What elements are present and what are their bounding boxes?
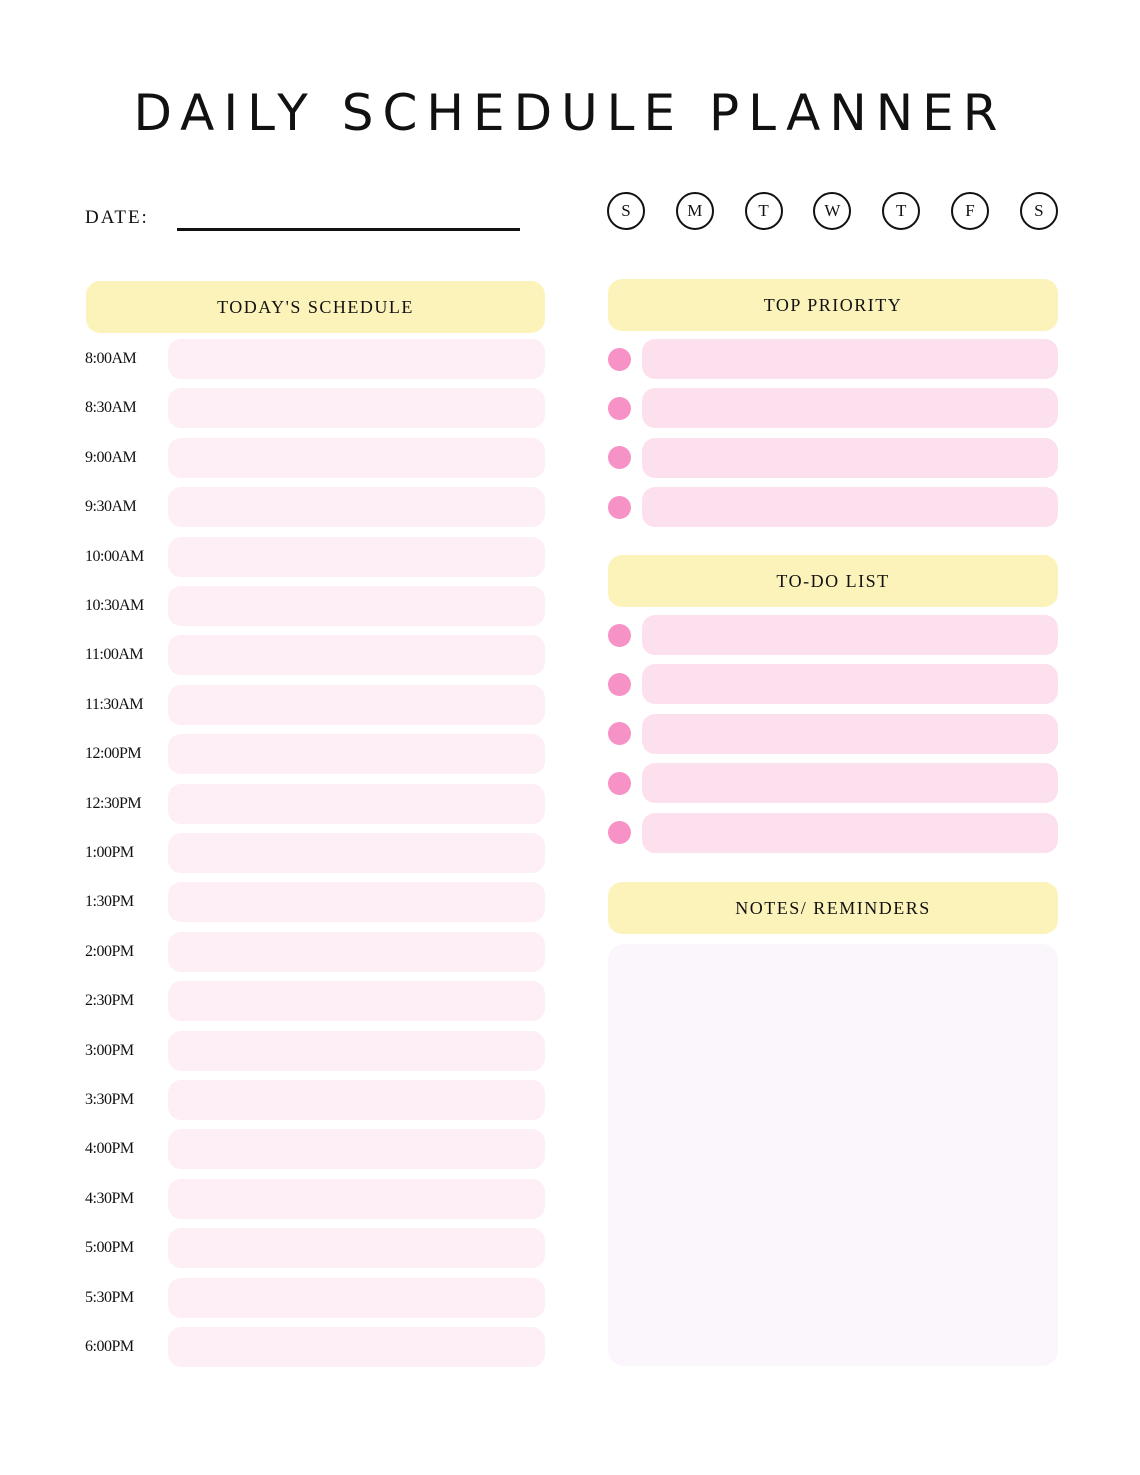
todays-schedule-header: TODAY'S SCHEDULE xyxy=(86,281,545,333)
schedule-slot[interactable] xyxy=(168,1228,545,1268)
schedule-slot[interactable] xyxy=(168,1031,545,1071)
time-label: 11:30AM xyxy=(85,695,144,713)
priority-item[interactable] xyxy=(642,339,1058,379)
bullet-dot-icon xyxy=(608,397,631,420)
schedule-slot[interactable] xyxy=(168,1327,545,1367)
priority-item[interactable] xyxy=(642,438,1058,478)
todo-item[interactable] xyxy=(642,615,1058,655)
bullet-dot-icon xyxy=(608,348,631,371)
time-label: 9:00AM xyxy=(85,448,137,466)
time-label: 3:00PM xyxy=(85,1041,134,1059)
weekday-circle[interactable]: T xyxy=(882,192,920,230)
schedule-slot[interactable] xyxy=(168,438,545,478)
time-label: 6:00PM xyxy=(85,1338,134,1355)
time-label: 2:30PM xyxy=(85,992,134,1010)
schedule-slot[interactable] xyxy=(168,586,545,626)
schedule-slot[interactable] xyxy=(168,981,545,1021)
time-label: 8:30AM xyxy=(85,399,137,417)
time-label: 9:30AM xyxy=(85,498,137,516)
schedule-slot[interactable] xyxy=(168,685,545,725)
time-label: 5:00PM xyxy=(85,1239,134,1257)
date-label: DATE: xyxy=(85,207,149,228)
time-label: 10:00AM xyxy=(85,547,144,565)
schedule-slot[interactable] xyxy=(168,537,545,577)
weekday-circle[interactable]: S xyxy=(607,192,645,230)
bullet-dot-icon xyxy=(608,772,631,795)
time-label: 4:00PM xyxy=(85,1140,134,1158)
weekday-circle[interactable]: W xyxy=(813,192,851,230)
weekday-circle[interactable]: F xyxy=(951,192,989,230)
schedule-slot[interactable] xyxy=(168,784,545,824)
page-title: DAILY SCHEDULE PLANNER xyxy=(133,84,1007,142)
time-label: 11:00AM xyxy=(85,646,144,664)
schedule-slot[interactable] xyxy=(168,1179,545,1219)
weekday-circle[interactable]: S xyxy=(1020,192,1058,230)
schedule-slot[interactable] xyxy=(168,339,545,379)
todo-item[interactable] xyxy=(642,763,1058,803)
priority-item[interactable] xyxy=(642,388,1058,428)
schedule-slot[interactable] xyxy=(168,388,545,428)
date-field[interactable] xyxy=(177,228,520,231)
time-label: 3:30PM xyxy=(85,1091,134,1108)
bullet-dot-icon xyxy=(608,496,631,519)
notes-reminders-header: NOTES/ REMINDERS xyxy=(608,882,1058,934)
todo-item[interactable] xyxy=(642,813,1058,853)
bullet-dot-icon xyxy=(608,673,631,696)
time-label: 10:30AM xyxy=(85,597,144,614)
time-label: 12:00PM xyxy=(85,745,142,763)
time-label: 4:30PM xyxy=(85,1189,134,1207)
top-priority-header: TOP PRIORITY xyxy=(608,279,1058,331)
time-label: 1:30PM xyxy=(85,893,134,911)
schedule-slot[interactable] xyxy=(168,734,545,774)
schedule-slot[interactable] xyxy=(168,882,545,922)
time-label: 1:00PM xyxy=(85,844,134,861)
bullet-dot-icon xyxy=(608,821,631,844)
bullet-dot-icon xyxy=(608,624,631,647)
schedule-slot[interactable] xyxy=(168,487,545,527)
schedule-slot[interactable] xyxy=(168,1080,545,1120)
priority-item[interactable] xyxy=(642,487,1058,527)
time-label: 12:30PM xyxy=(85,794,142,812)
todo-item[interactable] xyxy=(642,714,1058,754)
notes-area[interactable] xyxy=(608,944,1058,1366)
weekday-circle[interactable]: T xyxy=(745,192,783,230)
bullet-dot-icon xyxy=(608,722,631,745)
schedule-slot[interactable] xyxy=(168,1129,545,1169)
weekday-circle[interactable]: M xyxy=(676,192,714,230)
todo-list-header: TO-DO LIST xyxy=(608,555,1058,607)
bullet-dot-icon xyxy=(608,446,631,469)
schedule-slot[interactable] xyxy=(168,833,545,873)
schedule-slot[interactable] xyxy=(168,932,545,972)
time-label: 5:30PM xyxy=(85,1288,134,1306)
time-label: 2:00PM xyxy=(85,942,134,960)
schedule-slot[interactable] xyxy=(168,635,545,675)
todo-item[interactable] xyxy=(642,664,1058,704)
time-label: 8:00AM xyxy=(85,350,137,367)
weekday-selector xyxy=(607,192,1058,232)
schedule-slot[interactable] xyxy=(168,1278,545,1318)
